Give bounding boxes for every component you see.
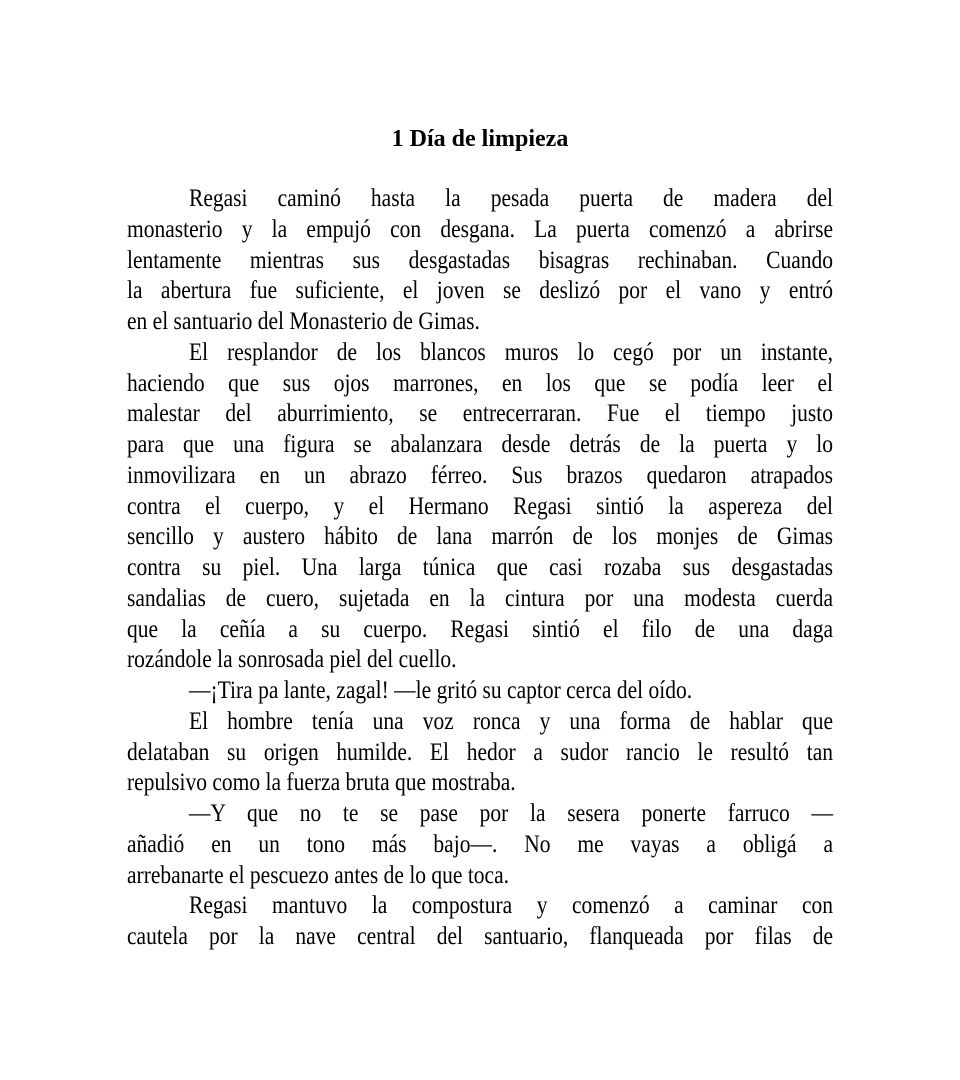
chapter-body: [127, 184, 833, 953]
text-line: El hombre tenía una voz ronca y una forma de hablar que: [189, 707, 834, 735]
text-line: Regasi caminó hasta la pesada puerta de madera del: [189, 185, 834, 212]
text-line: rozándole la sonrosada piel del cuello.: [127, 646, 457, 674]
text-line: contra su piel. Una larga túnica que casi rozaba sus desgastadas: [127, 554, 834, 581]
text-line: repulsivo como la fuerza bruta que mostraba.: [127, 769, 516, 797]
text-line: delataban su origen humilde. El hedor a sudor rancio le resultó tan: [127, 738, 834, 766]
paragraph: [127, 184, 833, 338]
text-line: sandalias de cuero, sujetada en la cintura por una modesta cuerda: [127, 584, 834, 612]
dialogue-paragraph: [127, 799, 833, 891]
paragraph: [127, 707, 833, 799]
text-line: que la ceñía a su cuerpo. Regasi sintió el filo de una daga: [127, 615, 834, 643]
text-line: inmovilizara en un abrazo férreo. Sus brazos quedaron atrapados: [127, 461, 834, 489]
text-line: cautela por la nave central del santuario, flanqueada por filas de: [127, 923, 834, 950]
text-line: monasterio y la empujó con desgana. La puerta comenzó a abrirse: [127, 215, 834, 243]
chapter-title: 1 Día de limpieza: [391, 126, 569, 152]
text-line: —¡Tira pa lante, zagal! —le gritó su captor cerca del oído.: [189, 677, 693, 704]
text-line: haciendo que sus ojos marrones, en los que se podía leer el: [127, 369, 833, 397]
text-line: El resplandor de los blancos muros lo cegó por un instante,: [189, 338, 833, 366]
text-line: contra el cuerpo, y el Hermano Regasi sintió la aspereza del: [127, 492, 834, 520]
text-line: añadió en un tono más bajo—. No me vayas a obligá a: [127, 830, 833, 858]
text-line: malestar del aburrimiento, se entrecerraran. Fue el tiempo justo: [127, 400, 834, 428]
text-line: lentamente mientras sus desgastadas bisagras rechinaban. Cuando: [127, 246, 834, 274]
text-line: en el santuario del Monasterio de Gimas.: [127, 308, 480, 335]
text-line: la abertura fue suficiente, el joven se deslizó por el vano y entró: [127, 277, 833, 305]
text-line: arrebanarte el pescuezo antes de lo que toca.: [127, 861, 510, 889]
text-line: —Y que no te se pase por la sesera ponerte farruco —: [189, 800, 833, 827]
paragraph: [127, 338, 833, 676]
text-line: sencillo y austero hábito de lana marrón de los monjes de Gimas: [127, 523, 833, 551]
paragraph: [127, 891, 833, 953]
text-line: para que una figura se abalanzara desde detrás de la puerta y lo: [127, 431, 833, 458]
text-line: Regasi mantuvo la compostura y comenzó a caminar con: [189, 892, 833, 920]
dialogue-paragraph: [127, 676, 833, 707]
